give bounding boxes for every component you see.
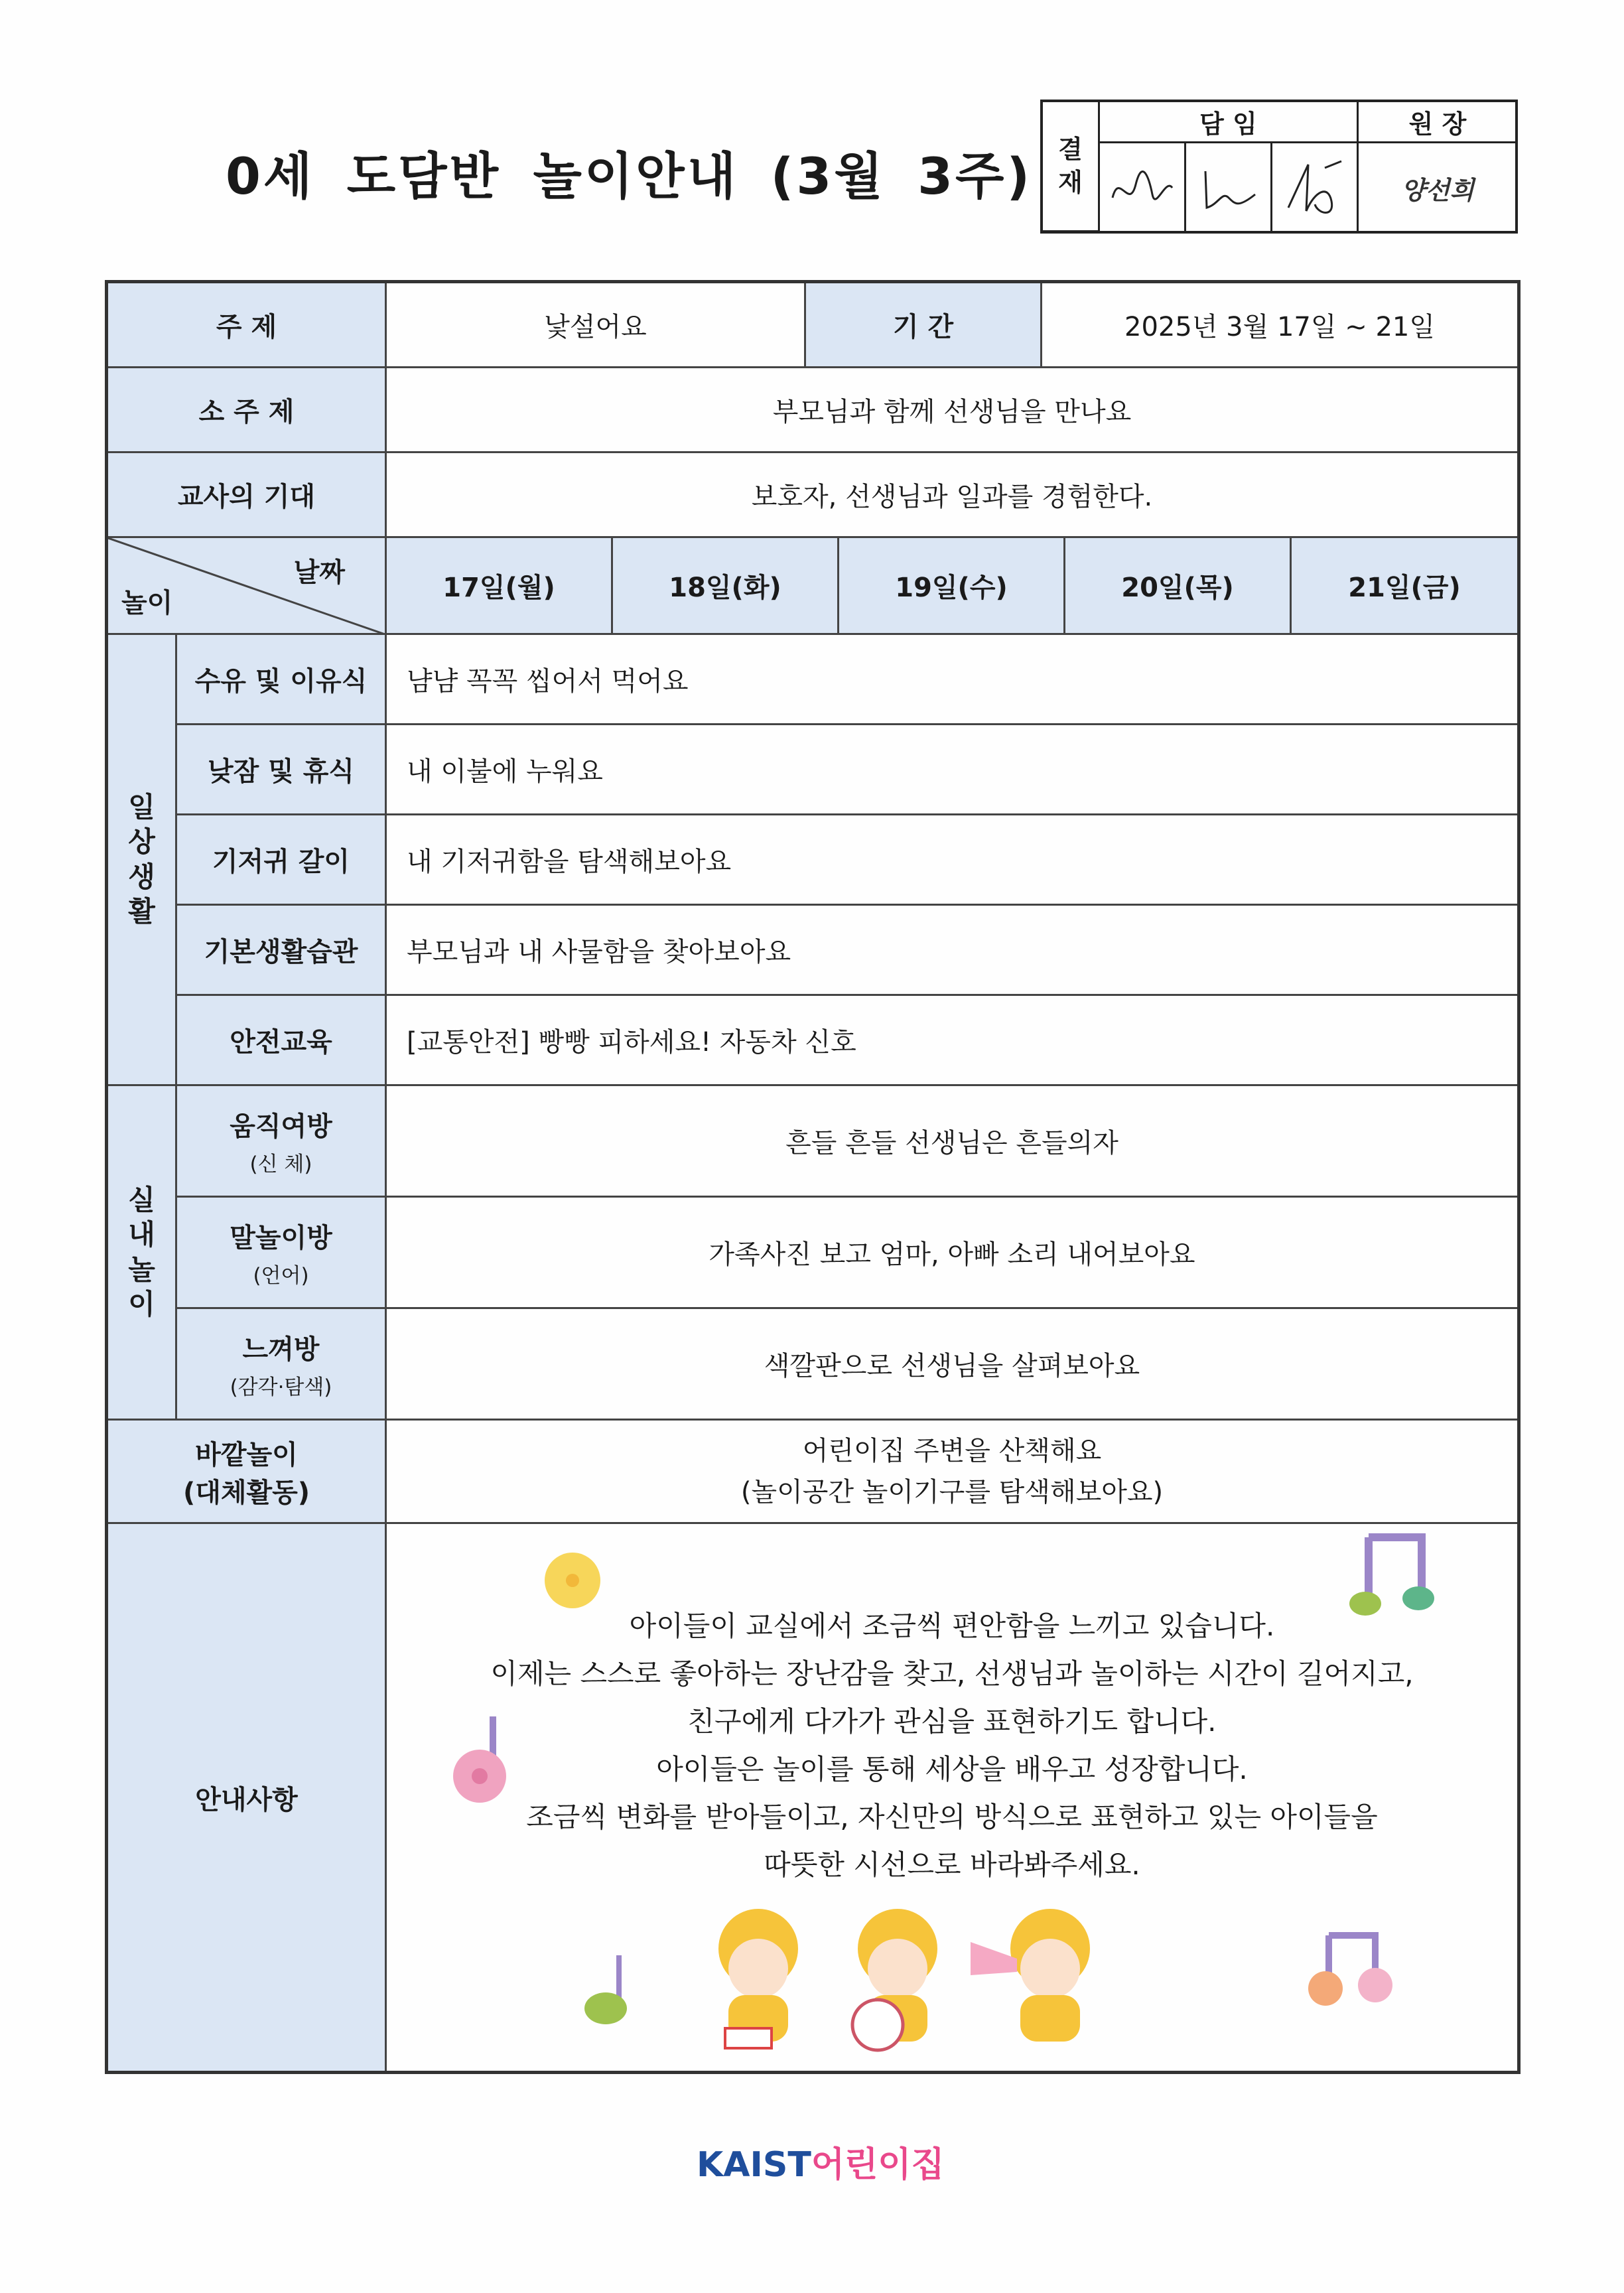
indoor-row-value: 가족사진 보고 엄마, 아빠 소리 내어보아요 (387, 1198, 1517, 1309)
indoor-row-subtitle: (감각·탐색) (230, 1375, 332, 1399)
indoor-row-subtitle: (신 체) (249, 1152, 312, 1176)
indoor-row-label (177, 1198, 387, 1309)
daily-row-value: 내 기저귀함을 탐색해보아요 (387, 815, 1517, 906)
day-header-thu: 20일(목) (1065, 538, 1292, 635)
notice-line: 조금씩 변화를 받아들이고, 자신만의 방식으로 표현하고 있는 아이들을 (526, 1801, 1378, 1833)
subtheme-label: 소 주 제 (108, 368, 387, 453)
pink-flower-icon (440, 1710, 533, 1816)
day-header-mon: 17일(월) (387, 538, 613, 635)
play-label: 놀이 (121, 588, 173, 618)
expectation-label: 교사의 기대 (108, 453, 387, 538)
page-title: 0세 도담반 놀이안내 (3월 3주) (226, 147, 1033, 206)
theme-value: 낯설어요 (387, 283, 806, 368)
indoor-row-title: 움직여방 (230, 1111, 332, 1142)
notice-line: 이제는 스스로 좋아하는 장난감을 찾고, 선생님과 놀이하는 시간이 길어지고, (490, 1657, 1414, 1690)
indoor-row-label (177, 1086, 387, 1198)
daily-row-value: [교통안전] 빵빵 피하세요! 자동차 신호 (387, 996, 1517, 1086)
daily-row-label: 안전교육 (177, 996, 387, 1086)
kaist-logo-sub: 어린이집 (811, 2145, 945, 2185)
teacher-label: 담 임 (1100, 102, 1359, 143)
day-header-tue: 18일(화) (613, 538, 839, 635)
notice-label: 안내사항 (108, 1524, 387, 2071)
indoor-play-label: 실 내 놀 이 (108, 1086, 177, 1421)
indoor-row-title: 말놀이방 (230, 1222, 332, 1253)
indoor-row-value: 색깔판으로 선생님을 살펴보아요 (387, 1309, 1517, 1421)
teacher-signature-2 (1186, 143, 1272, 232)
teacher-signature-3 (1272, 143, 1359, 232)
subtheme-value: 부모님과 함께 선생님을 만나요 (387, 368, 1517, 453)
outdoor-label-main: 바깥놀이 (195, 1439, 298, 1470)
approval-row-label: 결 재 (1043, 102, 1100, 232)
indoor-row-subtitle: (언어) (253, 1263, 309, 1288)
outdoor-value-sub: (놀이공간 놀이기구를 탐색해보아요) (740, 1476, 1164, 1507)
date-play-header (108, 538, 387, 635)
notice-line: 아이들이 교실에서 조금씩 편안함을 느끼고 있습니다. (629, 1610, 1275, 1642)
expectation-value: 보호자, 선생님과 일과를 경험한다. (387, 453, 1517, 538)
notice-line: 따뜻한 시선으로 바라봐주세요. (764, 1848, 1140, 1881)
outdoor-value-main: 어린이집 주변을 산책해요 (802, 1435, 1102, 1466)
notice-line: 아이들은 놀이를 통해 세상을 배우고 성장합니다. (656, 1753, 1248, 1785)
daily-row-value: 냠냠 꼭꼭 씹어서 먹어요 (387, 635, 1517, 725)
daily-row-value: 부모님과 내 사물함을 찾아보아요 (387, 906, 1517, 996)
director-signature: 양선희 (1400, 174, 1475, 205)
approval-box (1040, 100, 1518, 234)
notice-line: 친구에게 다가가 관심을 표현하기도 합니다. (687, 1705, 1217, 1738)
period-label: 기 간 (806, 283, 1042, 368)
daily-row-label: 낮잠 및 휴식 (177, 725, 387, 815)
theme-label: 주 제 (108, 283, 387, 368)
green-note-icon (573, 1949, 639, 2035)
director-label: 원 장 (1359, 102, 1517, 143)
teacher-signature-1 (1100, 143, 1186, 232)
indoor-row-label (177, 1309, 387, 1421)
daily-row-value: 내 이불에 누워요 (387, 725, 1517, 815)
play-plan-table (105, 280, 1521, 2074)
outdoor-label (108, 1421, 387, 1524)
indoor-row-title: 느껴방 (242, 1334, 320, 1365)
outdoor-label-alt: (대체활동) (182, 1477, 310, 1508)
outdoor-value (387, 1421, 1517, 1524)
yellow-flower-icon (533, 1544, 612, 1617)
day-header-fri: 21일(금) (1292, 538, 1517, 635)
music-note-icon (1335, 1524, 1448, 1630)
daily-life-label: 일 상 생 활 (108, 635, 177, 1086)
date-label: 날짜 (293, 557, 345, 588)
daily-row-label: 수유 및 이유식 (177, 635, 387, 725)
kaist-logo (697, 2136, 945, 2186)
daily-row-label: 기저귀 갈이 (177, 815, 387, 906)
day-header-wed: 19일(수) (839, 538, 1065, 635)
marching-kids-illustration (659, 1896, 1123, 2061)
kaist-logo-text: KAIST (697, 2145, 811, 2185)
music-flowers-icon (1289, 1922, 1408, 2015)
daily-row-label: 기본생활습관 (177, 906, 387, 996)
period-value: 2025년 3월 17일 ~ 21일 (1042, 283, 1517, 368)
indoor-row-value: 흔들 흔들 선생님은 흔들의자 (387, 1086, 1517, 1198)
